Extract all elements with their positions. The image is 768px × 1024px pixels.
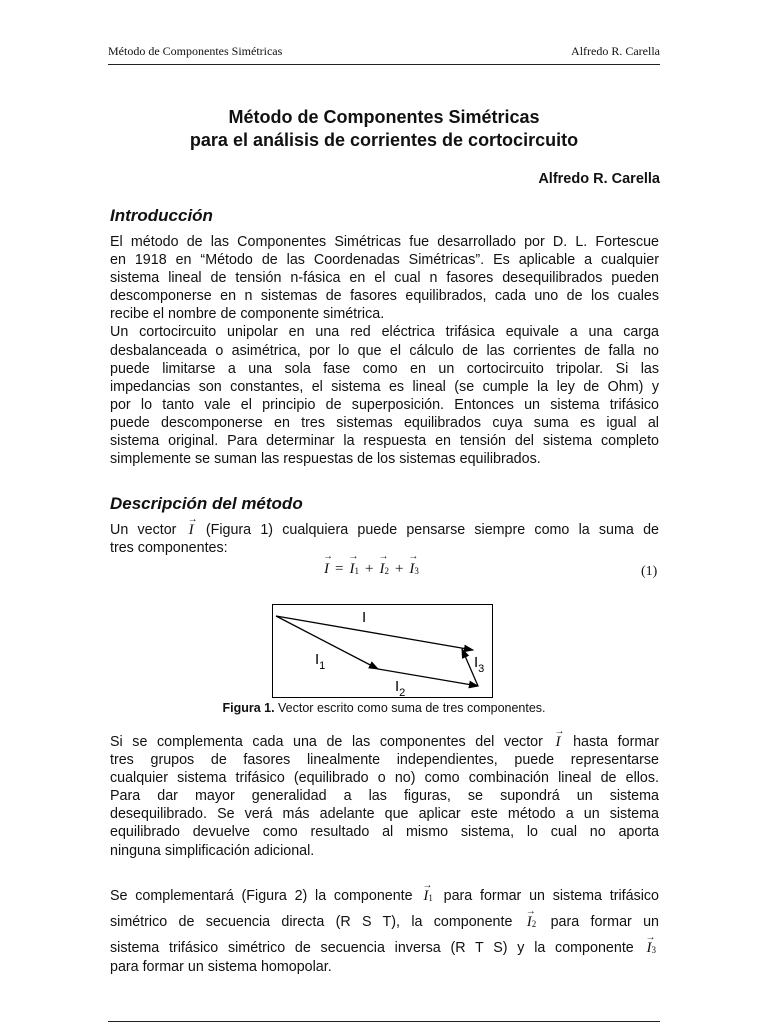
intro-line: impedancias son constantes, el sistema es lineal (se cumple la ley de Ohm) y: [110, 378, 659, 395]
running-head-author: Alfredo R. Carella: [571, 44, 660, 58]
intro-line: El método de las Componentes Simétricas fue desarrollado por D. L. Fortescue: [110, 234, 659, 250]
description-text-line2: tres componentes:: [110, 540, 228, 557]
intro-paragraph: [110, 233, 659, 468]
sequence-paragraph: Se complementará (Figura 2) la componente → $I_1$ para formar un sistema trifásico simétrico de secuencia directa (R S T), la componente → $I_2$ para formar un sistema trifásico simétrico de secuencia inversa (R T S) y la componente → $I_3$ para formar un sistema homopolar.: [110, 884, 659, 976]
complement-line: desequilibrado. Se verá más adelante que aplicar este método a un sistema: [110, 806, 659, 823]
complement-line: tres grupos de fasores linealmente independientes, puede representarse: [110, 752, 659, 769]
intro-line: simplemente se suman las respuestas de los sistemas equilibrados.: [110, 451, 541, 468]
complement-paragraph: [110, 733, 659, 860]
label-I: I: [362, 609, 367, 626]
intro-line: por lo tanto vale el principio de superposición. Entonces un sistema trifásico: [110, 396, 659, 413]
author-name: Alfredo R. Carella: [538, 171, 660, 187]
vector-I2-arrow: [378, 669, 478, 686]
complement-line: ninguna simplificación adicional.: [110, 842, 315, 859]
intro-line: Un cortocircuito unipolar en una red eléctrica trifásica equivale a una carga: [110, 324, 659, 341]
complement-text-a: Si se complementa cada una de las componentes del vector: [110, 734, 543, 750]
label-I2: $I_2$: [395, 678, 406, 697]
intro-line: puede descomponerse en tres sistemas equilibrados cuya suma es igual al: [110, 414, 659, 431]
intro-line: descomponerse en n sistemas de fasores equilibrados, cada uno de los cuales: [110, 288, 659, 305]
figure-1: [272, 604, 493, 698]
vector-I-arrow: [276, 616, 473, 650]
eq-vector-I1: → $I_1$: [346, 561, 362, 578]
vector-I-symbol: → I: [186, 521, 197, 539]
intro-line: puede limitarse a una sola fase como en un cortocircuito tripolar. Si las: [110, 360, 659, 377]
figure-1-caption: Figura 1. Vector escrito como suma de tres componentes.: [222, 701, 546, 715]
intro-line: sistema lineal de tensión n-fásica en el cual n fasores desequilibrados pueden: [110, 270, 659, 287]
intro-line: recibe el nombre de componente simétrica.: [110, 306, 385, 323]
intro-line: desbalanceada o asimétrica, por lo que el cálculo de las corrientes de falla no: [110, 342, 659, 359]
label-I1: $I_1$: [315, 651, 326, 672]
title-line-2: para el análisis de corrientes de cortocircuito: [189, 130, 579, 150]
description-text-b: (Figura 1) cualquiera puede pensarse siempre como la suma de: [205, 522, 659, 538]
eq-vector-I2: → $I_2$: [376, 561, 392, 578]
complement-text-b: hasta formar: [573, 734, 659, 750]
equation-number: (1): [641, 564, 658, 579]
vector-I3-inline: → $I_3$: [644, 936, 660, 962]
equation-1: → $I =\to I_1 +\to I_2 +\to I_3$: [321, 561, 422, 578]
intro-line: en 1918 en “Método de las Coordenadas Simétricas”. Es aplicable a cualquier: [110, 252, 659, 269]
header-rule: [108, 64, 660, 65]
section-heading-introduccion: Introducción: [110, 206, 213, 225]
complement-line: Para dar mayor generalidad a las figuras, se supondrá un sistema: [110, 788, 659, 805]
label-I3: $I_3$: [474, 654, 485, 675]
figure-1-diagram: [273, 605, 492, 697]
vector-I2-inline: → $I_2$: [524, 910, 540, 936]
section-heading-descripcion: Descripción del método: [110, 494, 303, 513]
vector-I-inline: → I: [553, 733, 564, 751]
title-line-1: Método de Componentes Simétricas: [228, 107, 540, 127]
complement-line: equilibrado devuelve como resultado al mismo sistema, lo cual no aporta: [110, 824, 659, 841]
page-title: [108, 106, 660, 152]
eq-vector-I: → I: [321, 561, 332, 578]
description-text-a: Un vector: [110, 522, 177, 538]
complement-line: cualquier sistema trifásico (equilibrado o no) como combinación lineal de ellos.: [110, 770, 659, 787]
vector-I1-inline: → $I_1$: [420, 884, 436, 910]
footer-rule: [108, 1021, 660, 1022]
running-head-title: Método de Componentes Simétricas: [108, 44, 283, 58]
intro-line: sistema original. Para determinar la respuesta en tensión del sistema completo: [110, 433, 659, 450]
eq-vector-I3: → $I_3$: [406, 561, 422, 578]
